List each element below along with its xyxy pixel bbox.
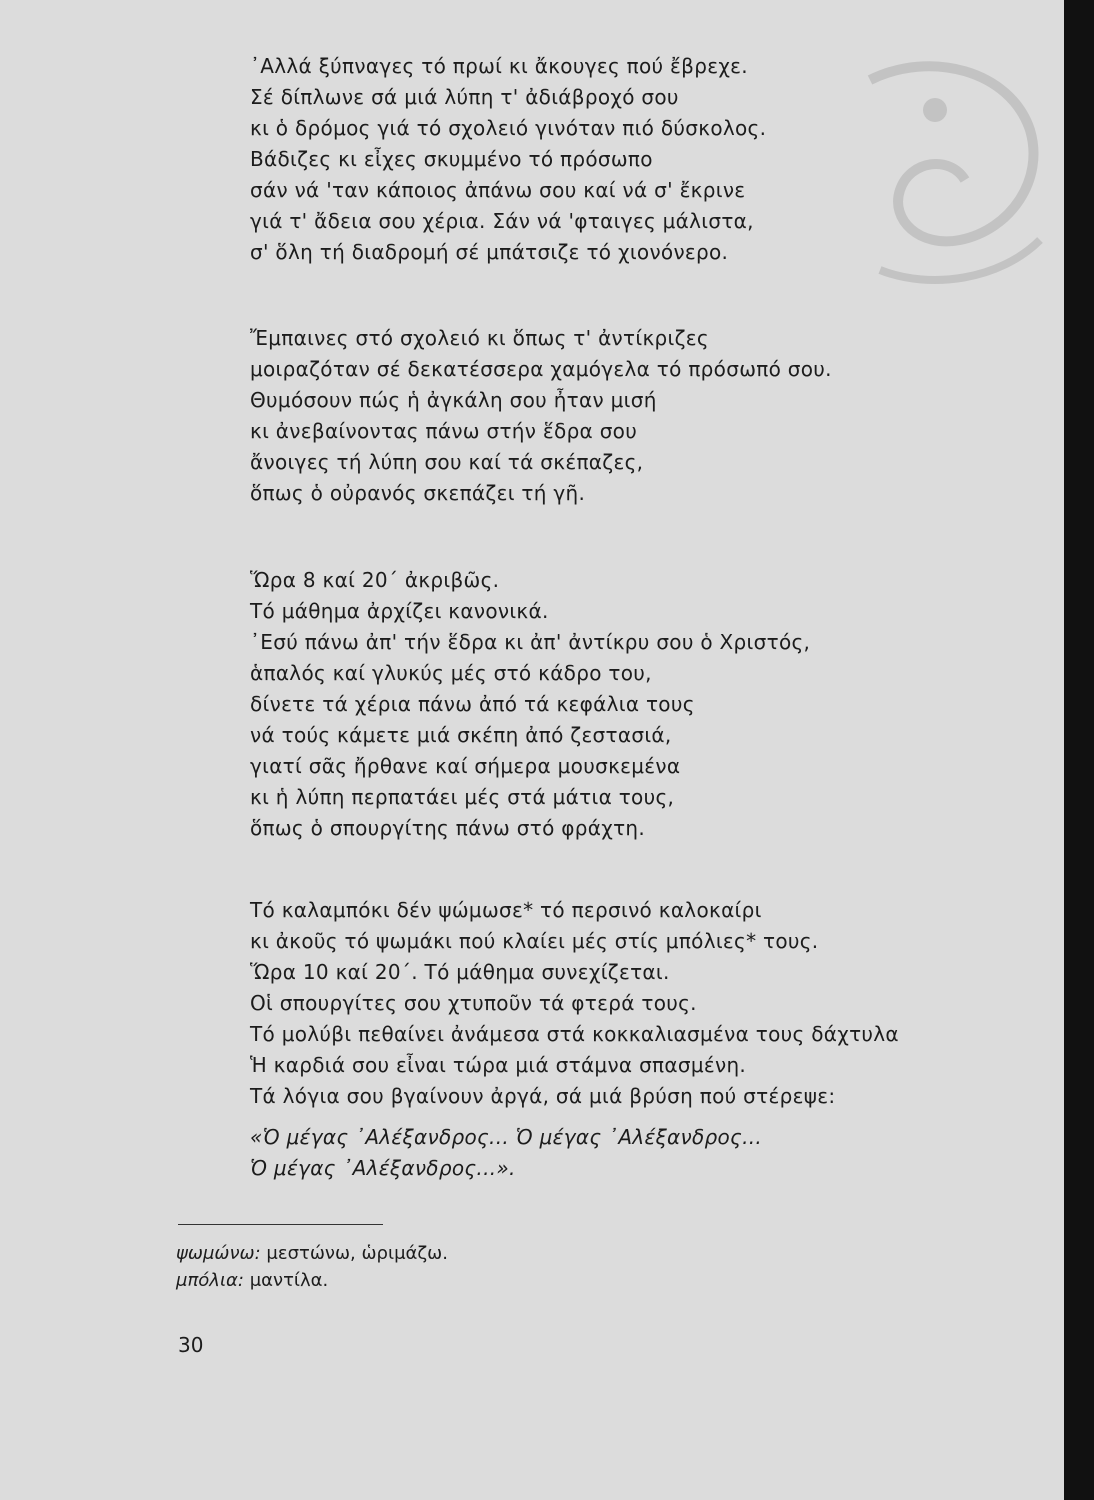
footnotes <box>176 1240 448 1294</box>
verse-line: κι ἀνεβαίνοντας πάνω στήν ἕδρα σου <box>250 419 638 443</box>
verse-line: Ἡ καρδιά σου εἶναι τώρα μιά στάμνα σπασμένη. <box>250 1053 747 1077</box>
footnote-definition: μεστώνω, ὡριμάζω. <box>266 1243 448 1264</box>
stanza-2 <box>250 323 832 509</box>
stanza-4 <box>250 895 899 1112</box>
verse-line: Τό καλαμπόκι δέν ψώμωσε* τό περσινό καλοκαίρι <box>250 898 762 922</box>
verse-line: Τό μολύβι πεθαίνει ἀνάμεσα στά κοκκαλιασμένα τους δάχτυλα <box>250 1022 899 1046</box>
verse-line: ὅπως ὁ σπουργίτης πάνω στό φράχτη. <box>250 816 646 840</box>
footnote-divider <box>178 1224 383 1225</box>
verse-line: κι ὁ δρόμος γιά τό σχολειό γινόταν πιό δύσκολος. <box>250 116 767 140</box>
footnote-term: μπόλια: <box>176 1270 244 1291</box>
scan-edge <box>1064 0 1094 1500</box>
verse-line: δίνετε τά χέρια πάνω ἀπό τά κεφάλια τους <box>250 692 695 716</box>
verse-line: ὅπως ὁ οὐρανός σκεπάζει τή γῆ. <box>250 481 586 505</box>
verse-line: Ἔμπαινες στό σχολειό κι ὅπως τ' ἀντίκριζες <box>250 326 709 350</box>
stanza-3 <box>250 565 810 844</box>
bleed-through-ornament <box>840 40 1060 320</box>
verse-line: Τό μάθημα ἀρχίζει κανονικά. <box>250 599 549 623</box>
verse-line: σάν νά 'ταν κάποιος ἀπάνω σου καί νά σ' ἔκρινε <box>250 178 746 202</box>
verse-line: ᾿Εσύ πάνω ἀπ' τήν ἕδρα κι ἀπ' ἀντίκρυ σου ὁ Χριστός, <box>250 630 811 654</box>
verse-line: ἄνοιγες τή λύπη σου καί τά σκέπαζες, <box>250 450 644 474</box>
verse-line: γιατί σᾶς ἤρθανε καί σήμερα μουσκεμένα <box>250 754 681 778</box>
verse-line: σ' ὅλη τή διαδρομή σέ μπάτσιζε τό χιονόνερο. <box>250 240 729 264</box>
verse-line: Βάδιζες κι εἶχες σκυμμένο τό πρόσωπο <box>250 147 653 171</box>
verse-line: μοιραζόταν σέ δεκατέσσερα χαμόγελα τό πρόσωπό σου. <box>250 357 832 381</box>
verse-line: Ὥρα 10 καί 20΄. Τό μάθημα συνεχίζεται. <box>250 960 670 984</box>
verse-line: Σέ δίπλωνε σά μιά λύπη τ' ἀδιάβροχό σου <box>250 85 679 109</box>
verse-line: Οἱ σπουργίτες σου χτυποῦν τά φτερά τους. <box>250 991 697 1015</box>
stanza-1 <box>250 51 766 268</box>
verse-line: ᾿Αλλά ξύπναγες τό πρωί κι ἄκουγες πού ἔβρεχε. <box>250 54 748 78</box>
footnote-definition: μαντίλα. <box>249 1270 329 1291</box>
verse-line: νά τούς κάμετε μιά σκέπη ἀπό ζεστασιά, <box>250 723 672 747</box>
verse-line: κι ἡ λύπη περπατάει μές στά μάτια τους, <box>250 785 675 809</box>
verse-line: γιά τ' ἄδεια σου χέρια. Σάν νά 'φταιγες μάλιστα, <box>250 209 754 233</box>
italic-quote <box>250 1122 762 1184</box>
verse-line: Ὥρα 8 καί 20΄ ἀκριβῶς. <box>250 568 500 592</box>
page-number: 30 <box>178 1333 204 1357</box>
verse-line: ἁπαλός καί γλυκύς μές στό κάδρο του, <box>250 661 652 685</box>
quote-line: «Ὁ μέγας ᾿Αλέξανδρος... Ὁ μέγας ᾿Αλέξανδρος... <box>250 1125 763 1149</box>
footnote <box>176 1267 448 1294</box>
quote-line: Ὁ μέγας ᾿Αλέξανδρος...». <box>250 1156 516 1180</box>
verse-line: κι ἀκοῦς τό ψωμάκι πού κλαίει μές στίς μπόλιες* τους. <box>250 929 819 953</box>
footnote-term: ψωμώνω: <box>176 1243 261 1264</box>
verse-line: Θυμόσουν πώς ἡ ἀγκάλη σου ἦταν μισή <box>250 388 657 412</box>
footnote <box>176 1240 448 1267</box>
verse-line: Τά λόγια σου βγαίνουν ἀργά, σά μιά βρύση πού στέρεψε: <box>250 1084 836 1108</box>
